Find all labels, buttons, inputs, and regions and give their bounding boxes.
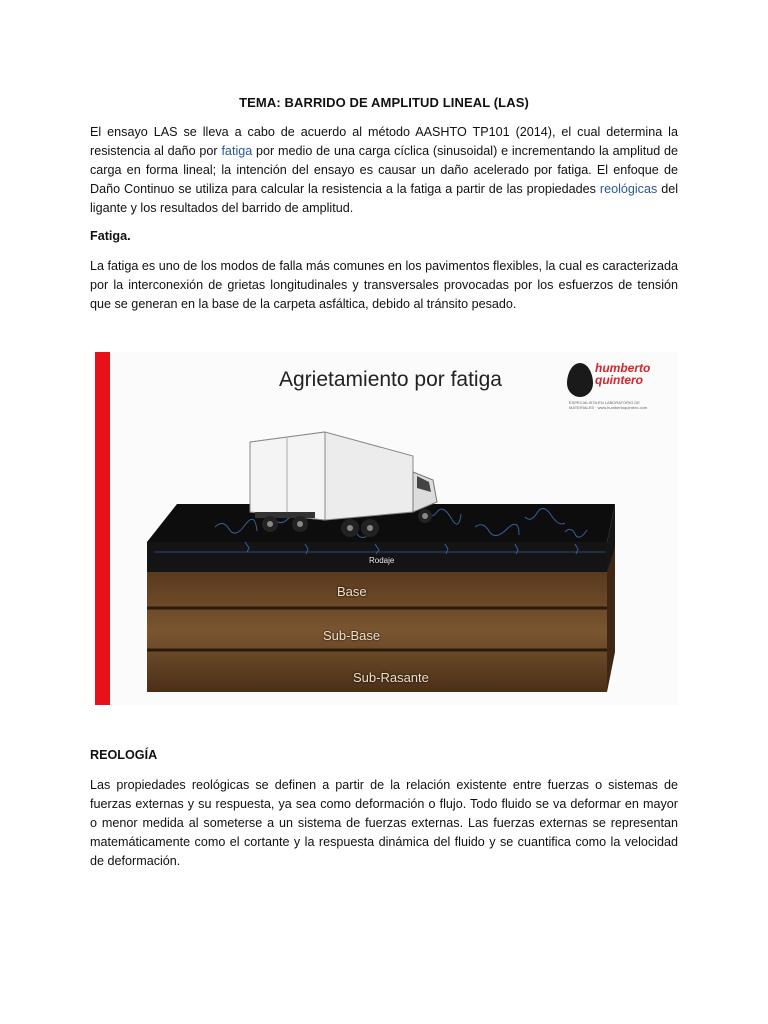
layer-label-rodaje: Rodaje — [369, 556, 395, 565]
figure-title: Agrietamiento por fatiga — [279, 368, 502, 391]
fatiga-heading: Fatiga. — [90, 229, 131, 243]
intro-text-1: El ensayo LAS se lleva a cabo de acuerdo al método AASHTO TP101 (2014), el cual determina la resistencia al daño por — [90, 125, 678, 158]
reologia-heading: REOLOGÍA — [90, 748, 158, 762]
page-title: TEMA: BARRIDO DE AMPLITUD LINEAL (LAS) — [239, 95, 529, 110]
logo-line-1: humberto — [595, 361, 651, 375]
reologia-paragraph: Las propiedades reológicas se definen a partir de la relación existente entre fuerzas o sistemas de fuerzas externas y su respuesta, ya sea como deformación o flujo. Todo fluido se va deformar en mayor o menor medida al someterse a un sistema de fuerzas externas. Las fuerzas externas se representan matemáticamente como el cortante y la respuesta dinámica del fluido y se cuantifica como la velocidad de deformación. — [90, 778, 678, 868]
logo-text — [595, 362, 650, 386]
company-logo — [565, 360, 665, 410]
intro-text-3: del ligante y los resultados del barrido de amplitud. — [90, 182, 678, 215]
layer-label-base: Base — [337, 584, 367, 599]
logo-tagline: ESPECIALISTA EN LABORATORIO DE MATERIALES · www.humbertoquintero.com — [569, 400, 648, 410]
layer-label-subrasante: Sub-Rasante — [353, 670, 429, 685]
link-fatiga[interactable]: fatiga — [221, 144, 253, 158]
intro-paragraph — [90, 123, 678, 218]
link-reologicas[interactable]: reológicas — [599, 182, 658, 196]
layer-label-subbase: Sub-Base — [323, 628, 381, 643]
logo-drop-icon — [567, 363, 593, 397]
logo-line-2: quintero — [595, 373, 643, 387]
fatiga-paragraph: La fatiga es uno de los modos de falla más comunes en los pavimentos flexibles, la cual es caracterizada por la interconexión de grietas longitudinales y transversales provocadas por los esfuerzos de tensión que se generan en la base de la carpeta asfáltica, debido al tránsito pesado. — [90, 259, 678, 311]
fatigue-cracking-figure — [95, 352, 678, 705]
intro-text-2: por medio de una carga cíclica (sinusoidal) e incrementando la amplitud de carga en forma lineal; la intención del ensayo es causar un daño acelerado por fatiga. El enfoque de Daño Continuo se utiliza para calcular la resistencia a la fatiga a partir de las propiedades — [90, 144, 679, 196]
